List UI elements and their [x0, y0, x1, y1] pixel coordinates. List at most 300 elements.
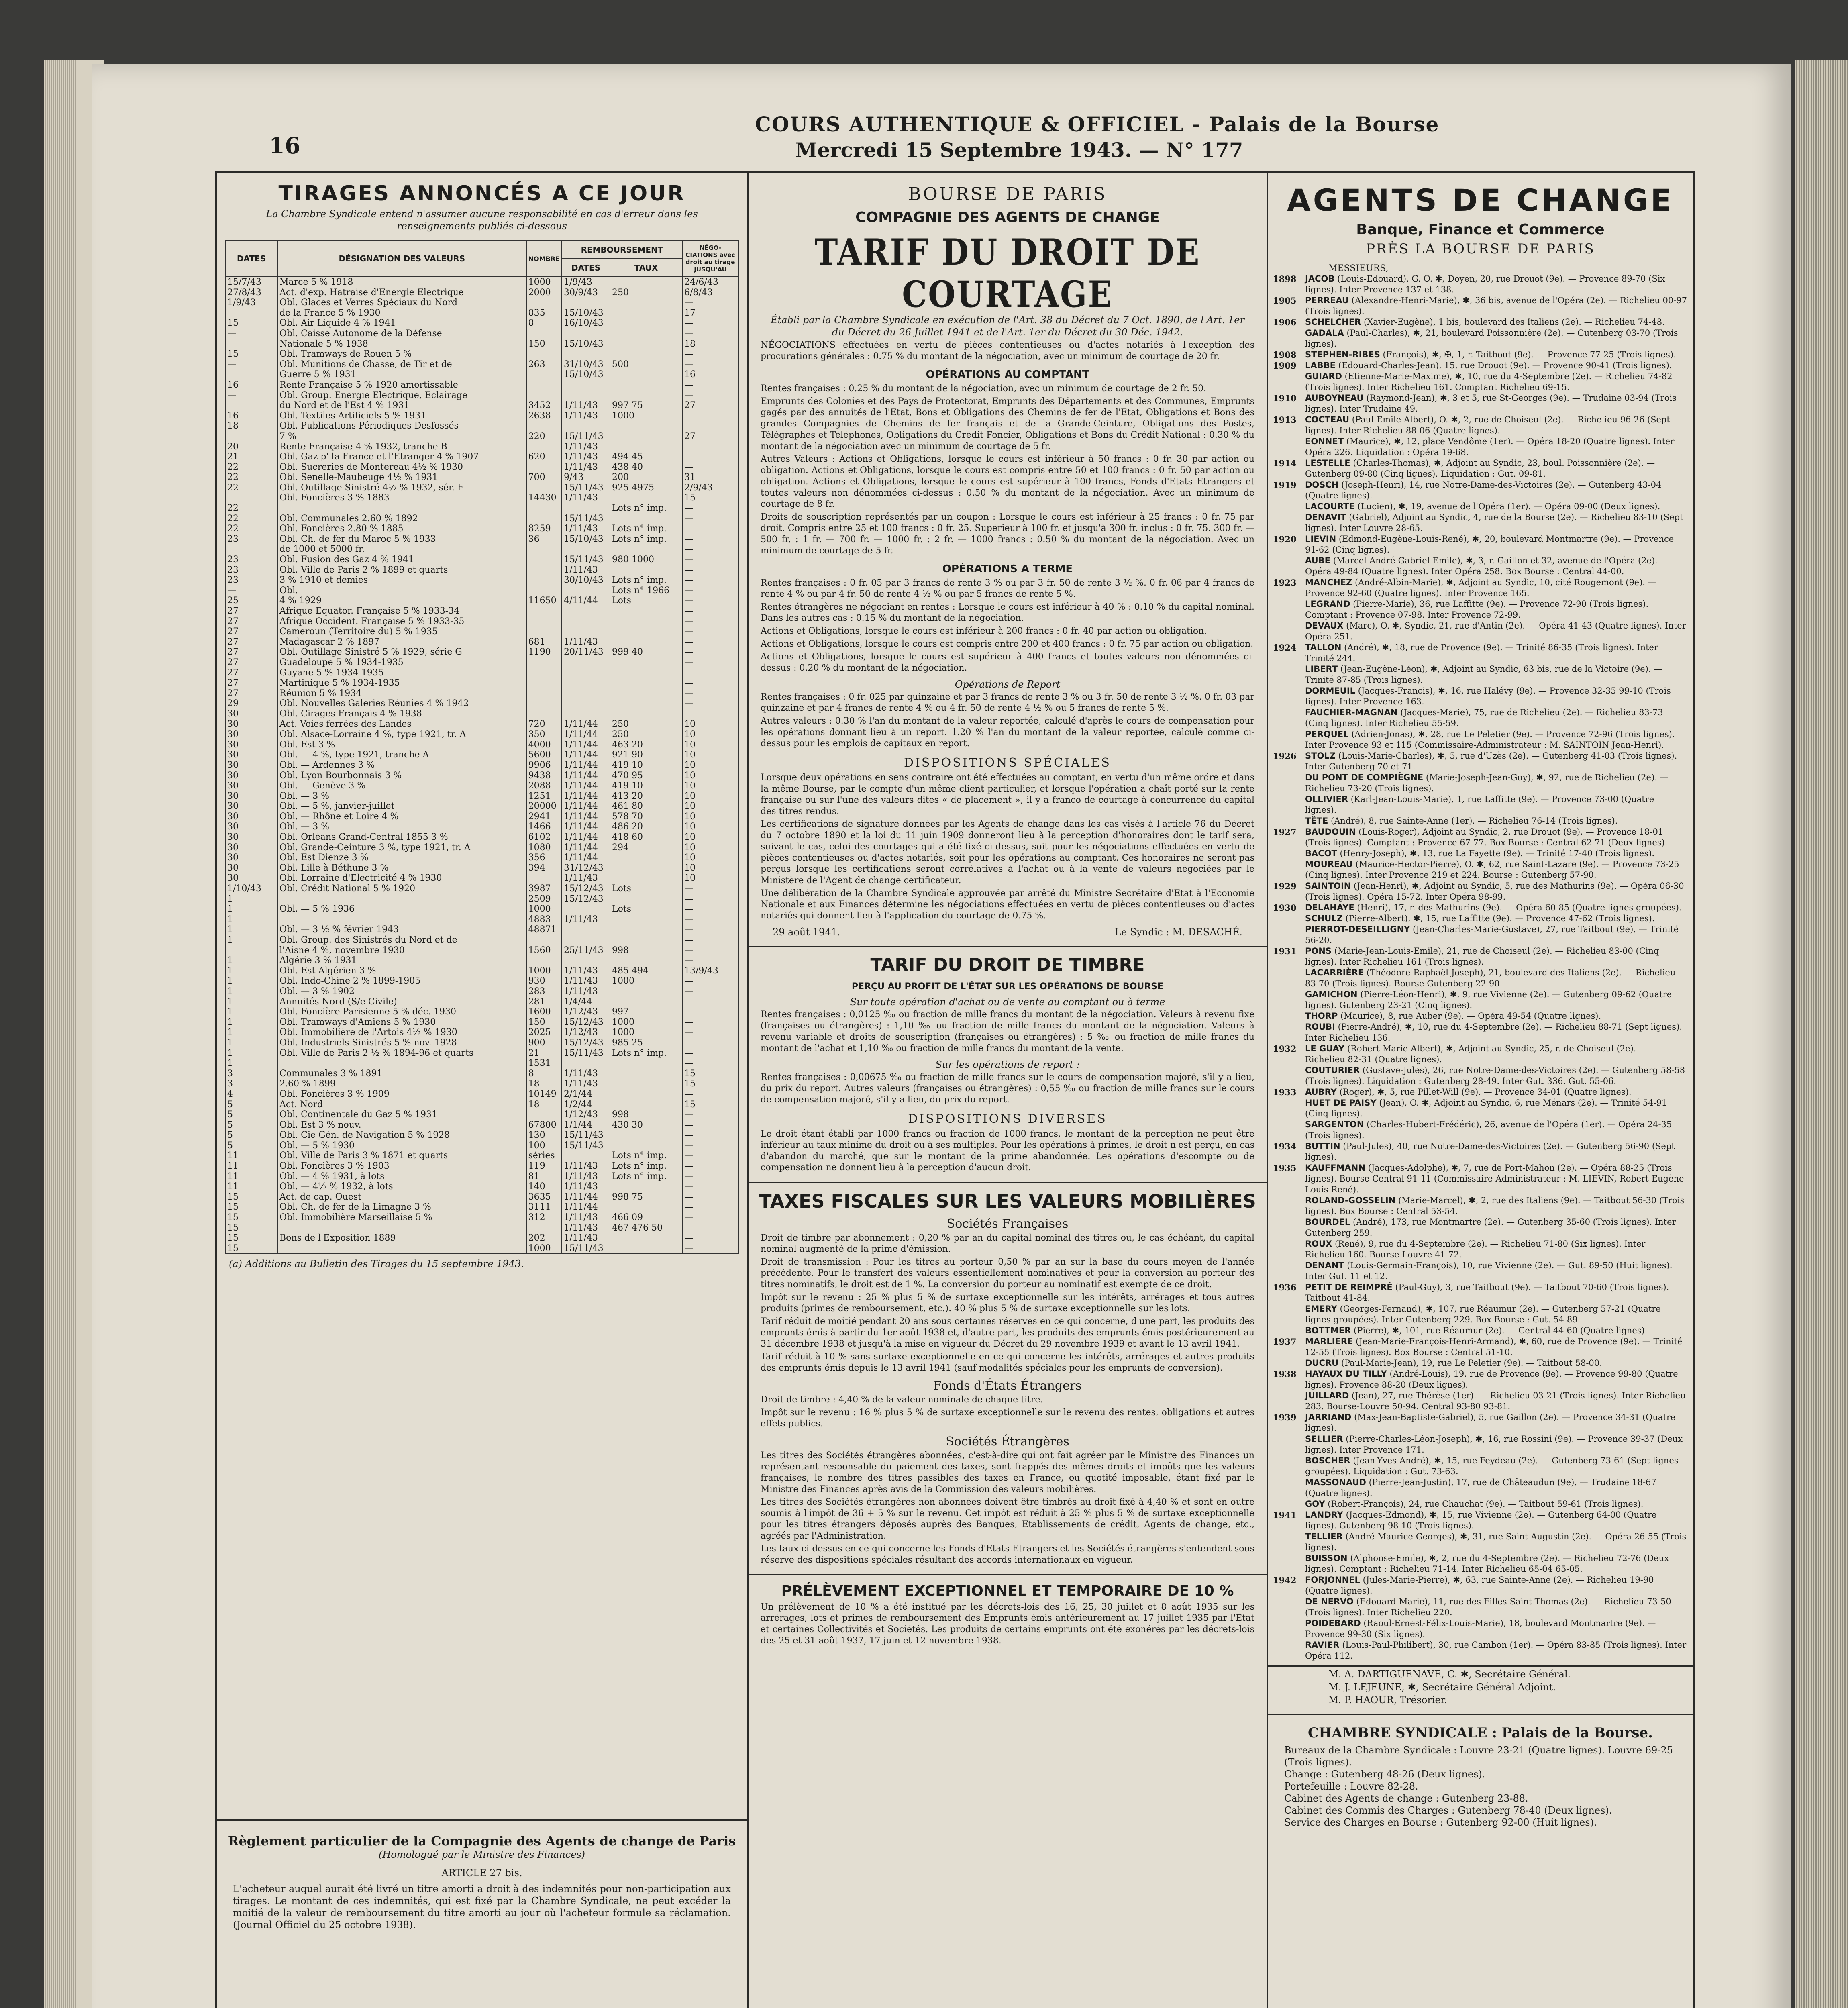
row-taux: Lots n° imp. [610, 534, 682, 545]
row-remb-date: 15/11/43 [562, 483, 610, 493]
table-row [225, 791, 738, 802]
agent-text [1305, 924, 1688, 946]
row-negociation: — [682, 637, 738, 647]
agent-text [1305, 436, 1688, 458]
agent-entry [1273, 1217, 1688, 1239]
row-nombre [526, 380, 562, 390]
row-taux: 1000 [610, 411, 682, 421]
timbre-p1-title: Sur toute opération d'achat ou de vente au comptant ou à terme [850, 996, 1165, 1008]
agent-entry [1273, 273, 1688, 295]
row-nombre [526, 514, 562, 524]
agent-name: PERQUEL [1305, 729, 1349, 739]
table-row [225, 812, 738, 822]
agent-entry [1273, 1499, 1688, 1510]
row-nombre: 2000 [526, 288, 562, 298]
row-nombre [526, 483, 562, 493]
agent-text [1305, 393, 1688, 414]
row-designation: Obl. Lille à Béthune 3 % [277, 863, 526, 873]
row-remb-date: 15/11/43 [562, 1130, 610, 1141]
table-row [225, 637, 738, 647]
agent-name: GAMICHON [1305, 990, 1358, 999]
agent-info: (André), 173, rue Montmartre (2e). — Gutenberg 35-60 (Trois lignes). Inter Gutenberg 259. [1305, 1217, 1676, 1238]
row-taux: 500 [610, 359, 682, 370]
agent-name: EMERY [1305, 1304, 1337, 1314]
agent-name: MOUREAU [1305, 859, 1353, 869]
row-negociation: — [682, 534, 738, 545]
row-negociation: — [682, 1130, 738, 1141]
table-row [225, 431, 738, 442]
row-negociation: — [682, 298, 738, 308]
agent-entry [1273, 1640, 1688, 1661]
row-negociation: — [682, 1161, 738, 1171]
row-remb-date: 1/11/43 [562, 637, 610, 647]
row-designation [277, 503, 526, 514]
row-designation: Act. de cap. Ouest [277, 1192, 526, 1202]
row-nombre: 4000 [526, 740, 562, 750]
row-designation: Obl. Est 3 % [277, 740, 526, 750]
agent-name: COUTURIER [1305, 1065, 1360, 1075]
row-designation: Obl. — 5 % 1936 [277, 904, 526, 914]
row-nombre: 1600 [526, 1007, 562, 1017]
agent-name: GADALA [1305, 328, 1344, 338]
row-date: 11 [225, 1161, 277, 1171]
report-paragraphs [749, 692, 1267, 749]
agent-year [1273, 1531, 1305, 1553]
agent-entry [1273, 1434, 1688, 1455]
row-date: 27 [225, 668, 277, 678]
row-nombre: 6102 [526, 832, 562, 843]
agent-text [1305, 1553, 1688, 1575]
row-nombre [526, 606, 562, 616]
row-nombre: 2638 [526, 411, 562, 421]
row-remb-date: 9/43 [562, 472, 610, 483]
row-date: 5 [225, 1130, 277, 1141]
row-remb-date: 15/11/43 [562, 555, 610, 565]
agent-info: (Pierre-Jean-Justin), 17, rue de Châteaudun (9e). — Trudaine 18-67 (Quatre lignes). [1305, 1477, 1656, 1498]
row-taux: 418 60 [610, 832, 682, 843]
row-remb-date: 1/1/44 [562, 1120, 610, 1131]
agent-year [1273, 707, 1305, 729]
table-row [225, 503, 738, 514]
agent-year: 1937 [1273, 1337, 1297, 1347]
agent-text [1305, 902, 1688, 913]
agent-text [1305, 371, 1688, 393]
row-date: 30 [225, 750, 277, 760]
table-row [225, 534, 738, 545]
row-nombre [526, 349, 562, 359]
row-nombre: 1000 [526, 1243, 562, 1254]
agent-name: SARGENTON [1305, 1120, 1364, 1129]
row-negociation: 16 [682, 369, 738, 380]
row-negociation: 10 [682, 822, 738, 832]
agent-name: BACOT [1305, 849, 1337, 858]
agent-entry [1273, 664, 1688, 686]
row-negociation: — [682, 1182, 738, 1192]
row-negociation: — [682, 1171, 738, 1182]
row-remb-date [562, 606, 610, 616]
row-designation: Obl. Ville de Paris 2 % 1899 et quarts [277, 565, 526, 575]
agent-entry [1273, 902, 1688, 913]
tax-paragraph: Droit de transmission : Pour les titres au porteur 0,50 % par an sur la base du cours moyen de l'année précédente. Pour le transfert des valeurs essentiellement nominatives et pour la conversion au porteur des titres nominatifs, le droit est de 1 %. La conversion du porteur au nominatif est exempte de ce droit. [761, 1257, 1254, 1290]
divider [749, 946, 1267, 947]
row-remb-date [562, 380, 610, 390]
row-date: 1 [225, 935, 277, 945]
page-header [92, 112, 1791, 169]
row-nombre: 350 [526, 729, 562, 740]
table-row [225, 349, 738, 359]
row-negociation: — [682, 411, 738, 421]
agent-entry [1273, 1260, 1688, 1282]
row-designation: Obl. Foncières 3 % 1903 [277, 1161, 526, 1171]
row-designation: Obl. — 5 % 1930 [277, 1141, 526, 1151]
terme-paragraph: Actions et Obligations, lorsque le cours est inférieur à 200 francs : 0 fr. 40 par action ou obligation. [761, 626, 1207, 636]
row-remb-date: 1/11/43 [562, 524, 610, 534]
agent-name: BOTTMER [1305, 1326, 1351, 1335]
agent-name: DENANT [1305, 1261, 1344, 1270]
row-taux [610, 277, 682, 288]
row-nombre: 5600 [526, 750, 562, 760]
row-designation: Obl. Grande-Ceinture 3 %, type 1921, tr. A [277, 843, 526, 853]
agent-name: TELLIER [1305, 1532, 1343, 1541]
agent-text [1305, 1304, 1688, 1325]
row-taux [610, 709, 682, 719]
row-taux [610, 421, 682, 431]
table-row [225, 997, 738, 1007]
row-negociation: — [682, 904, 738, 914]
row-negociation: 10 [682, 873, 738, 884]
row-negociation: — [682, 524, 738, 534]
row-remb-date: 1/11/44 [562, 791, 610, 802]
row-remb-date: 1/11/43 [562, 914, 610, 925]
agent-entry [1273, 816, 1688, 826]
row-remb-date [562, 626, 610, 637]
row-remb-date: 1/11/43 [562, 442, 610, 452]
row-remb-date: 1/11/43 [562, 493, 610, 503]
row-date: 1 [225, 904, 277, 914]
row-designation: Nationale 5 % 1938 [277, 339, 526, 349]
row-taux: Lots n° 1966 [610, 586, 682, 596]
agent-info: (Maurice-Hector-Pierre), O. ✱, 62, rue Saint-Lazare (9e). — Provence 73-25 (Cinq lignes). Inter Provence 219 et 224. Bourse : Gutenberg 57-90. [1305, 859, 1679, 880]
row-remb-date: 25/11/43 [562, 945, 610, 956]
reglement-title: Règlement particulier de la Compagnie des Agents de change de Paris [228, 1833, 736, 1849]
row-designation: Obl. Communales 2.60 % 1892 [277, 514, 526, 524]
row-nombre: 1560 [526, 945, 562, 956]
table-row [225, 1141, 738, 1151]
agent-info: (Marie-Jean-Louis-Emile), 21, rue de Choiseul (2e). — Richelieu 83-00 (Cinq lignes). Inter Richelieu 161 (Trois lignes). [1305, 946, 1659, 967]
row-designation: Obl. — 3 % 1902 [277, 986, 526, 997]
terme-paragraphs [749, 578, 1267, 674]
row-nombre [526, 657, 562, 668]
agent-text [1305, 772, 1688, 794]
agent-info: (Jean-Yves-André), ✱, 15, rue Feydeau (2e). — Gutenberg 73-61 (Sept lignes groupées). Liquidation : Gut. 73-63. [1305, 1456, 1679, 1476]
row-date: 1 [225, 1058, 277, 1069]
agent-year: 1933 [1273, 1087, 1297, 1097]
row-date: 30 [225, 781, 277, 791]
agent-entry [1273, 1369, 1688, 1390]
agent-year [1273, 1239, 1305, 1260]
row-remb-date: 1/11/43 [562, 976, 610, 986]
row-nombre: 930 [526, 976, 562, 986]
table-row [225, 914, 738, 925]
agent-entry [1273, 577, 1688, 599]
row-taux [610, 688, 682, 699]
row-designation: Obl. Ch. de fer du Maroc 5 % 1933 [277, 534, 526, 545]
agent-text [1305, 707, 1688, 729]
row-negociation: 10 [682, 750, 738, 760]
tirages-table [225, 240, 739, 1254]
table-row [225, 1171, 738, 1182]
row-taux [610, 493, 682, 503]
chambre-line: Cabinet des Agents de change : Gutenberg 23-88. [1284, 1793, 1528, 1804]
agent-entry [1273, 1195, 1688, 1217]
row-date: 15 [225, 1233, 277, 1243]
row-taux [610, 935, 682, 945]
table-row [225, 421, 738, 431]
row-negociation: 15 [682, 1079, 738, 1089]
page-number: 16 [269, 133, 300, 159]
row-taux: 1000 [610, 1027, 682, 1038]
row-negociation: 10 [682, 771, 738, 781]
row-taux: 461 80 [610, 801, 682, 812]
row-negociation: — [682, 1038, 738, 1048]
table-row [225, 853, 738, 863]
row-negociation: — [682, 1151, 738, 1161]
row-negociation: 10 [682, 832, 738, 843]
row-date: — [225, 586, 277, 596]
row-designation: Obl. Gaz p' la France et l'Etranger 4 % 1907 [277, 452, 526, 462]
row-taux: 463 20 [610, 740, 682, 750]
timbre-title: TARIF DU DROIT DE TIMBRE [870, 955, 1145, 975]
table-row [225, 555, 738, 565]
row-date: 30 [225, 873, 277, 884]
agent-info: (Robert-François), 24, rue Chauchat (9e). — Taitbout 59-61 (Trois lignes). [1328, 1499, 1644, 1509]
row-designation: Afrique Occident. Française 5 % 1933-35 [277, 616, 526, 627]
row-negociation: — [682, 329, 738, 339]
table-row [225, 955, 738, 966]
row-date: 1 [225, 1048, 277, 1059]
agent-text [1305, 1510, 1688, 1531]
courtage-syndic: Le Syndic : M. DESACHÉ. [1115, 926, 1242, 938]
agent-entry [1273, 686, 1688, 707]
row-date: 15 [225, 318, 277, 329]
prelevement-text: Un prélèvement de 10 % a été institué par les décrets-lois des 16, 25, 30 juillet et 8 août 1935 sur les arrérages, lots et primes de remboursement des Emprunts émis antérieurement au 17 juillet 1935 par l'Etat et certaines Collectivités et Sociétés. Les produits de certains emprunts ont été exonérés par les décrets-lois des 25 et 31 août 1937, 17 juin et 12 novembre 1938. [761, 1602, 1254, 1646]
row-designation [277, 894, 526, 904]
row-remb-date: 1/11/44 [562, 771, 610, 781]
row-taux: 997 75 [610, 400, 682, 411]
row-date: 21 [225, 452, 277, 462]
table-row [225, 1120, 738, 1131]
agent-entry [1273, 967, 1688, 989]
row-nombre: 720 [526, 719, 562, 730]
dispositions-title: DISPOSITIONS SPÉCIALES [904, 756, 1111, 770]
table-row [225, 1058, 738, 1069]
agent-entry [1273, 349, 1688, 360]
row-remb-date: 16/10/43 [562, 318, 610, 329]
row-designation: Obl. Crédit National 5 % 1920 [277, 884, 526, 894]
row-remb-date: 30/9/43 [562, 288, 610, 298]
row-negociation: — [682, 647, 738, 657]
row-remb-date: 1/11/43 [562, 400, 610, 411]
table-row [225, 1130, 738, 1141]
agent-year: 1935 [1273, 1163, 1297, 1173]
disposition-paragraph: Les certifications de signature données par les Agents de change dans les cas visés à l'article 76 du Décret du 7 octobre 1890 et la loi du 11 juin 1909 donneront lieu à la perception d'honoraires dont le tarif sera, suivant le cas, celui des courtages qui a été fixé ci-dessus, soit pour les négociations effectuées en vertu de pièces contentieuses ou d'actes notariés, soit pour les opérations au comptant. Ces honoraires ne seront pas perçus lorsque les certifications seront corrélatives à l'achat ou à la vente de valeurs négociées par le Ministère de l'Agent de change certificateur. [761, 819, 1254, 886]
row-date: 1 [225, 924, 277, 935]
row-remb-date: 1/11/43 [562, 1069, 610, 1079]
comptant-title: OPÉRATIONS AU COMPTANT [926, 369, 1089, 381]
row-remb-date: 31/10/43 [562, 359, 610, 370]
agent-entry [1273, 794, 1688, 816]
row-date: 3 [225, 1069, 277, 1079]
agent-text [1305, 1282, 1688, 1304]
agent-year [1273, 328, 1305, 349]
agent-text [1305, 1640, 1688, 1661]
agent-name: LIEVIN [1305, 534, 1336, 544]
row-remb-date: 1/11/44 [562, 760, 610, 771]
agent-year [1273, 1434, 1305, 1455]
row-remb-date: 1/11/43 [562, 1171, 610, 1182]
terme-title: OPÉRATIONS A TERME [942, 563, 1073, 575]
agent-entry [1273, 458, 1688, 480]
row-date: 5 [225, 1100, 277, 1110]
row-date [225, 945, 277, 956]
courtage-date: 29 août 1941. [773, 926, 840, 938]
table-row [225, 1079, 738, 1089]
row-negociation: 6/8/43 [682, 288, 738, 298]
agent-info: (Alexandre-Henri-Marie), ✱, 36 bis, avenue de l'Opéra (2e). — Richelieu 00-97 (Trois lignes). [1305, 296, 1687, 316]
tirages-title: TIRAGES ANNONCÉS A CE JOUR [278, 182, 685, 206]
agent-year [1273, 1640, 1305, 1661]
row-remb-date [562, 586, 610, 596]
row-nombre: 900 [526, 1038, 562, 1048]
row-date: 4 [225, 1089, 277, 1100]
row-nombre: 8 [526, 318, 562, 329]
agent-name: COCTEAU [1305, 415, 1350, 424]
row-date: 15 [225, 1223, 277, 1233]
row-date: 22 [225, 483, 277, 493]
agent-text [1305, 967, 1688, 989]
row-date: 15 [225, 1192, 277, 1202]
agent-entry [1273, 1477, 1688, 1499]
agent-entry [1273, 620, 1688, 642]
tirages-subtitle: La Chambre Syndicale entend n'assumer aucune responsabilité en cas d'erreur dans les renseignements publiés ci-dessous [266, 208, 698, 232]
row-date: 27/8/43 [225, 288, 277, 298]
row-designation: Annuités Nord (S/e Civile) [277, 997, 526, 1007]
newspaper-page [92, 64, 1791, 2008]
agent-year [1273, 772, 1305, 794]
row-date: 30 [225, 709, 277, 719]
row-negociation: — [682, 935, 738, 945]
row-taux: 467 476 50 [610, 1223, 682, 1233]
agent-name: DE NERVO [1305, 1597, 1354, 1606]
table-row [225, 565, 738, 575]
table-row [225, 801, 738, 812]
row-taux [610, 698, 682, 709]
row-remb-date: 15/11/43 [562, 1048, 610, 1059]
row-nombre: 202 [526, 1233, 562, 1243]
row-negociation: — [682, 976, 738, 986]
agent-year [1273, 1098, 1305, 1119]
row-taux: Lots n° imp. [610, 575, 682, 586]
agent-text [1305, 501, 1688, 512]
row-date: 22 [225, 514, 277, 524]
row-date: 11 [225, 1171, 277, 1182]
agent-text [1305, 480, 1688, 501]
row-remb-date [562, 904, 610, 914]
row-date: 30 [225, 853, 277, 863]
row-taux: 485 494 [610, 966, 682, 976]
tax-paragraph: Les taux ci-dessus en ce qui concerne les Fonds d'Etats Etrangers et les Sociétés étrangères s'entendent sous réserve des dispositions spéciales résultant des accords internationaux en vigueur. [761, 1544, 1254, 1565]
agent-name: STOLZ [1305, 751, 1336, 761]
table-row [225, 369, 738, 380]
agent-year [1273, 1325, 1305, 1336]
row-nombre: 18 [526, 1100, 562, 1110]
table-row [225, 1192, 738, 1202]
divers-title: DISPOSITIONS DIVERSES [908, 1112, 1107, 1126]
agent-year [1273, 1022, 1305, 1043]
row-taux: Lots n° imp. [610, 524, 682, 534]
agents-column [1268, 173, 1693, 2008]
row-date: 1 [225, 894, 277, 904]
row-taux [610, 626, 682, 637]
col-header-rdates: DATES [562, 259, 610, 277]
row-designation: 4 % 1929 [277, 596, 526, 606]
row-date: 15 [225, 1212, 277, 1223]
timbre-p2: Rentes françaises : 0,00675 ‰ ou fraction de mille francs sur le cours de compensation majoré, s'il y a lieu, du prix du report. Autres valeurs (françaises ou étrangères) : 0,55 ‰ ou fraction de mille francs sur le cours de compensation majoré, s'il y a lieu, du prix du report. [761, 1072, 1254, 1105]
table-row [225, 318, 738, 329]
row-taux [610, 924, 682, 935]
agent-info: (Pierre-André), ✱, 10, rue du 4-Septembre (2e). — Richelieu 88-71 (Sept lignes). Inter Richelieu 136. [1305, 1022, 1682, 1043]
agent-info: (André), ✱, 18, rue de Provence (9e). — Trinité 86-35 (Trois lignes). Inter Trinité 244. [1305, 643, 1658, 663]
book-edge-right [1795, 60, 1848, 2008]
table-row [225, 924, 738, 935]
row-designation [277, 1243, 526, 1254]
row-taux [610, 955, 682, 966]
row-taux [610, 1069, 682, 1079]
table-row [225, 329, 738, 339]
row-designation: Act. Nord [277, 1100, 526, 1110]
agent-name: BOURDEL [1305, 1217, 1350, 1227]
row-date: — [225, 390, 277, 401]
row-designation: Obl. Foncières 2.80 % 1885 [277, 524, 526, 534]
row-designation: Obl. Tramways d'Amiens 5 % 1930 [277, 1017, 526, 1028]
row-nombre [526, 955, 562, 966]
row-nombre: séries [526, 1151, 562, 1161]
agent-info: (Marc), O. ✱, Syndic, 21, rue d'Antin (2e). — Opéra 41-43 (Quatre lignes). Inter Opéra 251. [1305, 621, 1686, 641]
row-negociation: — [682, 709, 738, 719]
agent-info: (Louis-Marie-Charles), ✱, 5, rue d'Uzès (2e). — Gutenberg 41-03 (Trois lignes). Inter Gutenberg 70 et 71. [1305, 751, 1677, 771]
agent-text [1305, 729, 1688, 751]
agent-entry [1273, 1098, 1688, 1119]
row-negociation: — [682, 596, 738, 606]
row-taux [610, 1130, 682, 1141]
row-negociation: — [682, 349, 738, 359]
row-date [225, 544, 277, 555]
row-date: 30 [225, 822, 277, 832]
table-row [225, 1202, 738, 1212]
row-nombre: 4883 [526, 914, 562, 925]
agent-text [1305, 1358, 1688, 1369]
row-negociation: 10 [682, 843, 738, 853]
agent-info: (Alphonse-Emile), ✱, 2, rue du 4-Septembre (2e). — Richelieu 72-76 (Deux lignes). Comptant : Richelieu 71-14. Inter Richelieu 65-04 65-05. [1305, 1553, 1669, 1574]
agent-info: (Gustave-Jules), 26, rue Notre-Dame-des-Victoires (2e). — Gutenberg 58-58 (Trois lignes). Liquidation : Gutenberg 28-49. Inter Gut. 336. Gut. 55-06. [1305, 1065, 1685, 1086]
row-negociation: 10 [682, 801, 738, 812]
agent-info: (Louis-Paul-Philibert), 30, rue Cambon (1er). — Opéra 83-85 (Trois lignes). Inter Opéra 112. [1305, 1640, 1687, 1661]
row-date: 30 [225, 719, 277, 730]
row-nombre: 1000 [526, 966, 562, 976]
row-taux: 413 20 [610, 791, 682, 802]
row-remb-date: 15/12/43 [562, 894, 610, 904]
row-taux: Lots n° imp. [610, 1161, 682, 1171]
